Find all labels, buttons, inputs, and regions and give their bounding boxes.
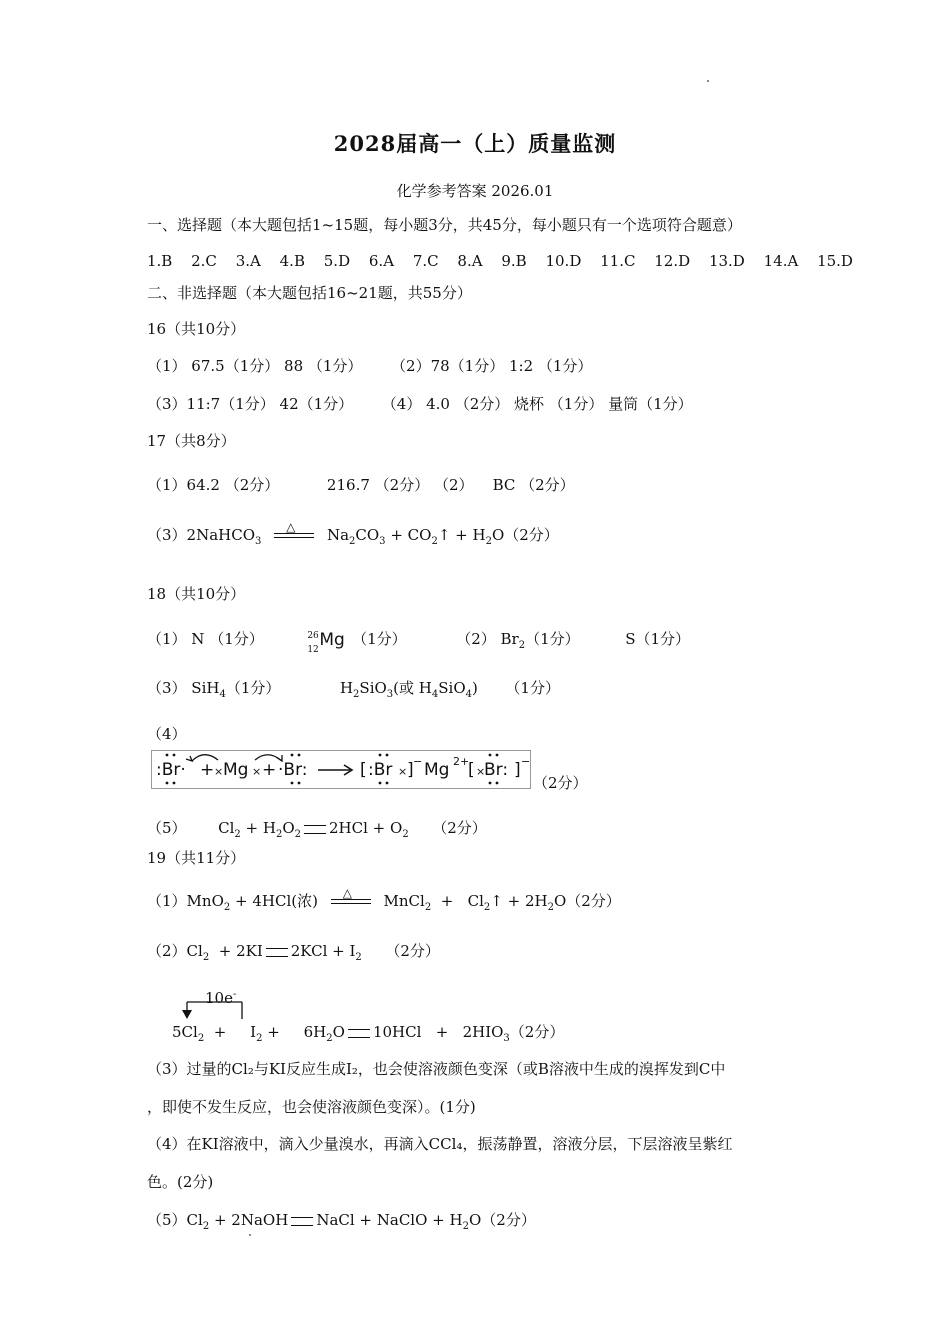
q16-line2: （3）11:7（1分） 42（1分） （4） 4.0 （2分） 烧杯 （1分） 量筒（1分） xyxy=(147,395,693,413)
svg-text:Br:: Br: xyxy=(484,760,509,780)
q19-line4: （3）过量的Cl₂与KI反应生成I₂，也会使溶液颜色变深（或B溶液中生成的溴挥发到C中 xyxy=(147,1060,726,1078)
q19-line2: $(2)Cl_2 + 2KI$ $2KCl + I_2$ （2分） xyxy=(147,942,440,963)
answer-item: 12.D xyxy=(654,252,691,270)
svg-text:×: × xyxy=(476,765,486,778)
answer-item: 15.D xyxy=(817,252,853,270)
svg-text:]: ] xyxy=(514,760,521,780)
q19-line8: $(5)Cl_2$ + 2NaOH NaCl + NaClO + $H_2O(2$分） xyxy=(147,1211,536,1232)
svg-text:Mg: Mg xyxy=(223,760,249,780)
q19-line5: ，即使不发生反应，也会使溶液颜色变深）。(1分) xyxy=(147,1098,476,1116)
svg-text:[: [ xyxy=(468,760,475,780)
page-title: 2028届高一（上）质量监测 xyxy=(333,131,617,156)
q19-line6: （4）在KI溶液中，滴入少量溴水，再滴入CCl₄，振荡静置，溶液分层，下层溶液呈紫红 xyxy=(147,1135,733,1153)
svg-text:+: + xyxy=(200,760,215,780)
part1-heading: 一、选择题（本大题包括1~15题，每小题3分，共45分，每小题只有一个选项符合题意） xyxy=(147,216,742,234)
answer-item: 3.A xyxy=(235,252,261,270)
q16-heading: 16（共10分） xyxy=(147,320,246,338)
electron-dot-diagram xyxy=(151,750,531,789)
answer-item: 6.A xyxy=(368,252,395,270)
mgbr2-formation-svg xyxy=(152,751,530,788)
q18-line2: （3） SiH$_4$（1分） $H_2SiO_3$(或 $H_4SiO_4$) （1分） xyxy=(147,679,560,700)
answer-item: 10.D xyxy=(545,252,582,270)
svg-text:−: − xyxy=(413,755,423,768)
answer-item: 2.C xyxy=(191,252,217,270)
svg-text:]: ] xyxy=(407,760,414,780)
q18-line3: （4） xyxy=(147,725,187,743)
q19-line3: $5Cl_2$ + $I_2$ + $6H_2O$ $10HCl + 2HIO_3(2$分） xyxy=(172,1023,565,1044)
svg-text:×: × xyxy=(214,765,224,778)
svg-text:+: + xyxy=(262,760,277,780)
scan-speck xyxy=(707,80,709,82)
svg-text:×: × xyxy=(252,765,262,778)
svg-text::Br·: :Br· xyxy=(156,760,186,780)
scan-speck xyxy=(249,1234,251,1236)
q17-heading: 17（共8分） xyxy=(147,432,236,450)
q19-heading: 19（共11分） xyxy=(147,849,246,867)
q18-heading: 18（共10分） xyxy=(147,585,246,603)
electron-count: 10e- xyxy=(205,989,237,1007)
answer-item: 1.B xyxy=(147,252,173,270)
heat-equal-sign: △ xyxy=(331,895,371,909)
svg-text:·Br:: ·Br: xyxy=(278,760,308,780)
answer-item: 14.A xyxy=(763,252,799,270)
q17-line3: （3）2NaHCO$_3$ △ $Na_2CO_3$ + $CO_2↑ + H_2O(2$分） xyxy=(147,520,559,547)
svg-text:2+: 2+ xyxy=(453,755,470,768)
q18-line1: （1） N （1分） 26 12 Mg （1分） （2） $Br_2(1$分） S（1分） xyxy=(147,630,691,655)
svg-text::Br: :Br xyxy=(368,760,393,780)
q19-line7: 色。(2分) xyxy=(147,1173,214,1191)
q18-line5: （5） $Cl_2 + H_2O_2$ $2HCl + O_2$ （2分） xyxy=(147,819,487,840)
choice-answers xyxy=(147,251,853,271)
svg-text:×: × xyxy=(398,765,408,778)
q18-line4-score: （2分） xyxy=(533,774,588,792)
answer-item: 7.C xyxy=(412,252,439,270)
answer-item: 13.D xyxy=(708,252,745,270)
q16-line1: （1） 67.5（1分） 88 （1分） （2）78（1分） 1:2 （1分） xyxy=(147,357,593,375)
q17-line1: （1）64.2 （2分） 216.7 （2分） （2） BC （2分） xyxy=(147,476,575,494)
page-subtitle: 化学参考答案 2026.01 xyxy=(396,182,554,200)
q19-line1: （1）MnO$_2$ + 4HCl(浓) △ MnCl$_2$ + $Cl_2↑ + 2H_2O(2$分） xyxy=(147,886,621,913)
svg-text:−: − xyxy=(521,755,530,768)
mg-isotope-symbol: 26 12 Mg xyxy=(307,630,345,655)
answer-item: 4.B xyxy=(279,252,305,270)
answer-item: 8.A xyxy=(457,252,483,270)
answer-item: 11.C xyxy=(600,252,636,270)
svg-text:Mg: Mg xyxy=(424,760,450,780)
answer-item: 9.B xyxy=(501,252,527,270)
answer-item: 5.D xyxy=(323,252,351,270)
heat-equal-sign: △ xyxy=(274,529,314,543)
svg-text:[: [ xyxy=(360,760,367,780)
part2-heading: 二、非选择题（本大题包括16~21题，共55分） xyxy=(147,284,472,302)
